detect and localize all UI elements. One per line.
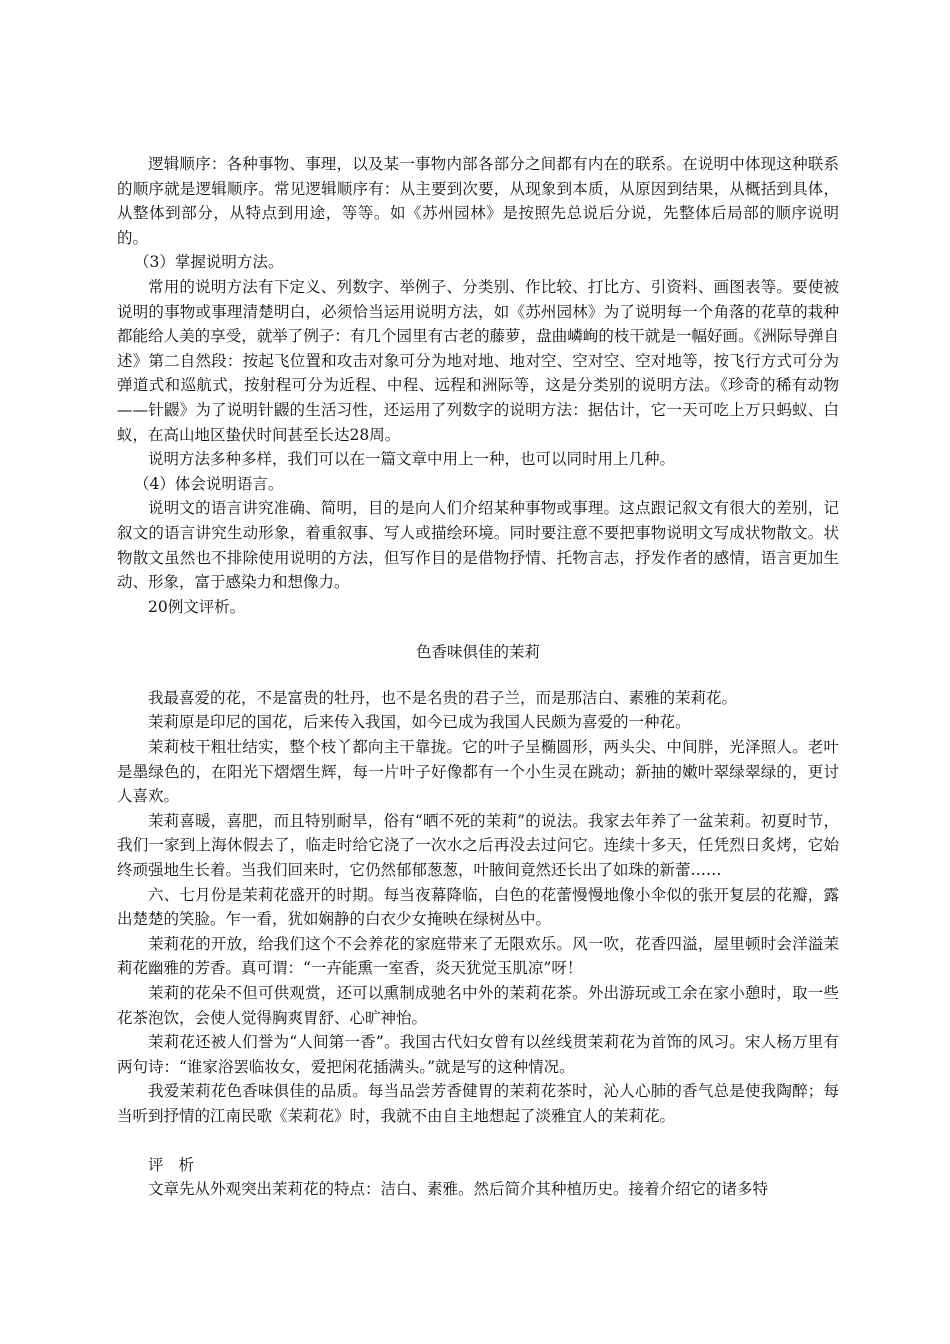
subheading-language: （4）体会说明语言。	[134, 474, 284, 493]
essay-paragraph: 茉莉花的开放，给我们这个不会养花的家庭带来了无限欢乐。风一吹，花香四溢，屋里顿时会洋溢茉莉花幽雅的芳香。真可谓：“一卉能熏一室香，炎天犹觉玉肌凉”呀！	[117, 934, 839, 978]
review-paragraph: 文章先从外观突出茉莉花的特点：洁白、素雅。然后简介其种植历史。接着介绍它的诸多特	[148, 1180, 769, 1199]
paragraph-logical-order: 逻辑顺序：各种事物、事理，以及某一事物内部各部分之间都有内在的联系。在说明中体现这种联系的顺序就是逻辑顺序。常见逻辑顺序有：从主要到次要，从现象到本质，从原因到结果，从概括到具体，从整体到部分，从特点到用途，等等。如《苏州园林》是按照先总说后分说，先整体后局部的顺序说明的。	[117, 155, 839, 247]
essay-paragraph: 我最喜爱的花，不是富贵的牡丹，也不是名贵的君子兰，而是那洁白、素雅的茉莉花。	[148, 688, 738, 707]
subheading-methods: （3）掌握说明方法。	[134, 253, 284, 272]
essay-paragraph: 茉莉花还被人们誉为“人间第一香”。我国古代妇女曾有以丝线贯茉莉花为首饰的风习。宋人杨万里有两句诗：“谁家浴罢临妆女，爱把闲花插满头。”就是写的这种情况。	[117, 1033, 839, 1076]
paragraph-example-intro: 20例文评析。	[148, 597, 246, 616]
essay-paragraph: 茉莉枝干粗壮结实，整个枝丫都向主干靠拢。它的叶子呈椭圆形，两头尖、中间胖，光泽照人。老叶是墨绿色的，在阳光下熠熠生辉，每一片叶子好像都有一个小生灵在跳动；新抽的嫩叶翠绿翠绿的，更讨人喜欢。	[117, 738, 839, 806]
paragraph-methods-variety: 说明方法多种多样，我们可以在一篇文章中用上一种，也可以同时用上几种。	[148, 450, 676, 469]
essay-paragraph: 我爱茉莉花色香味俱佳的品质。每当品尝芳香健胃的茉莉花茶时，沁人心肺的香气总是使我陶醉；每当听到抒情的江南民歌《茉莉花》时，我就不由自主地想起了淡雅宜人的茉莉花。	[117, 1082, 839, 1125]
document-page	[117, 152, 839, 1202]
review-label: 评析	[148, 1155, 210, 1174]
essay-paragraph: 茉莉的花朵不但可供观赏，还可以熏制成驰名中外的茉莉花茶。外出游玩或工余在家小憩时，取一些花茶泡饮，会使人觉得胸爽胃舒、心旷神怡。	[117, 984, 839, 1027]
essay-paragraph: 茉莉原是印尼的国花，后来传入我国，如今已成为我国人民颇为喜爱的一种花。	[148, 713, 691, 732]
essay-title: 色香味俱佳的茉莉	[415, 643, 540, 662]
paragraph-language: 说明文的语言讲究准确、简明，目的是向人们介绍某种事物或事理。这点跟记叙文有很大的差别，记叙文的语言讲究生动形象，着重叙事、写人或描绘环境。同时要注意不要把事物说明文写成状物散文。状物散文虽然也不排除使用说明的方法，但写作目的是借物抒情、托物言志，抒发作者的感情，语言更加生动、形象，富于感染力和想像力。	[117, 499, 839, 592]
paragraph-methods: 常用的说明方法有下定义、列数字、举例子、分类别、作比较、打比方、引资料、画图表等。要使被说明的事物或事理清楚明白，必须恰当运用说明方法，如《苏州园林》为了说明每一个角落的花草的栽种都能给人美的享受，就举了例子：有几个园里有古老的藤萝，盘曲嶙峋的枝干就是一幅好画。《洲际导弹自述》第二自然段：按起飞位置和攻击对象可分为地对地、地对空、空对空、空对地等，按飞行方式可分为弹道式和巡航式，按射程可分为近程、中程、远程和洲际等，这是分类别的说明方法。《珍奇的稀有动物——针鼹》为了说明针鼹的生活习性，还运用了列数字的说明方法：据估计，它一天可吃上万只蚂蚁、白蚁，在高山地区蛰伏时间甚至长达28周。	[117, 277, 839, 444]
essay-paragraph: 茉莉喜暖，喜肥，而且特别耐旱，俗有“晒不死的茉莉”的说法。我家去年养了一盆茉莉。初夏时节，我们一家到上海休假去了，临走时给它浇了一次水之后再没去过问它。连续十多天，任凭烈日炙烤，它始终顽强地生长着。当我们回来时，它仍然郁郁葱葱，叶腋间竟然还长出了如珠的新蕾……	[117, 811, 839, 880]
essay-paragraph: 六、七月份是茉莉花盛开的时期。每当夜幕降临，白色的花蕾慢慢地像小伞似的张开复层的花瓣，露出楚楚的笑脸。乍一看，犹如娴静的白衣少女掩映在绿树丛中。	[117, 885, 839, 929]
